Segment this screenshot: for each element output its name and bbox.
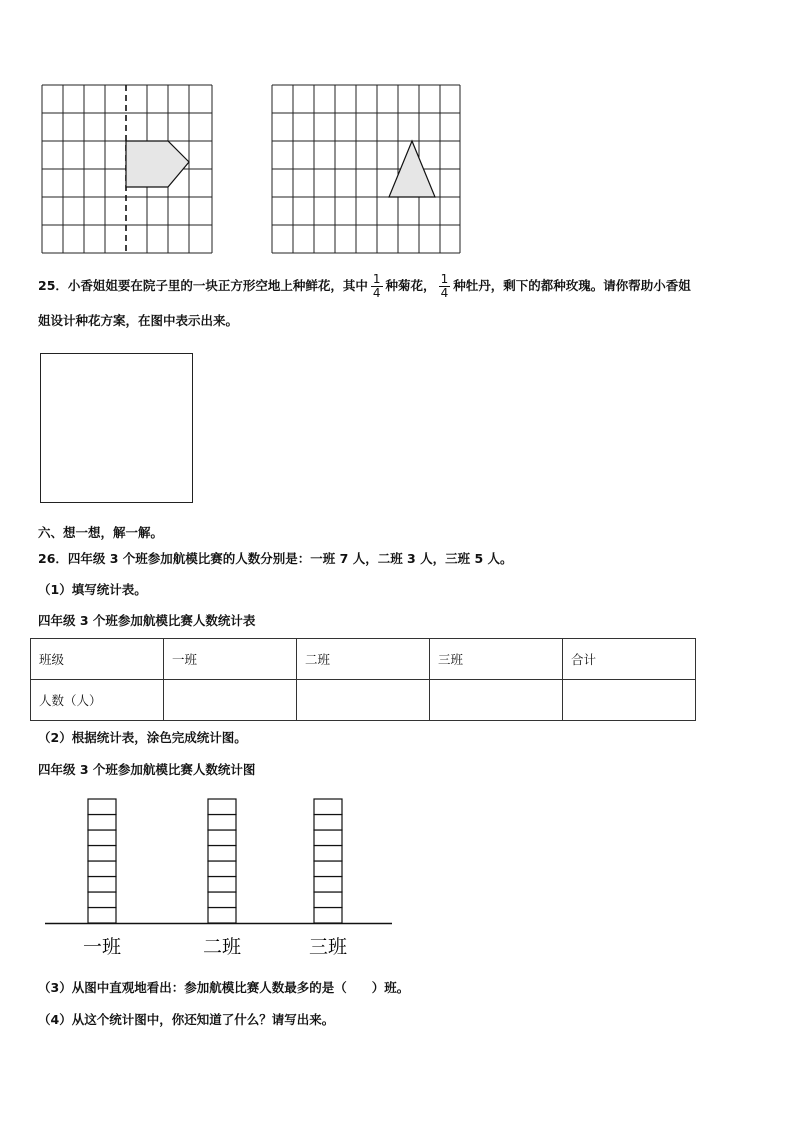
drawing-square[interactable] — [40, 353, 193, 503]
bar-cell[interactable] — [314, 892, 342, 908]
grid-figure-right — [270, 83, 464, 255]
table-cell: 一班 — [164, 639, 297, 680]
table-cell: 人数（人） — [31, 680, 164, 721]
table-cell: 二班 — [297, 639, 430, 680]
bar-cell[interactable] — [314, 815, 342, 831]
bar-cell[interactable] — [208, 877, 236, 893]
bar-cell[interactable] — [88, 908, 116, 924]
q26-sub2: （2）根据统计表，涂色完成统计图。 — [38, 730, 247, 745]
bar-cell[interactable] — [88, 830, 116, 846]
bar-cell[interactable] — [208, 892, 236, 908]
q26-sub3: （3）从图中直观地看出：参加航模比赛人数最多的是（ ）班。 — [38, 980, 410, 995]
pentagon-shape — [126, 141, 189, 187]
bar-column-3[interactable] — [314, 799, 342, 923]
bar-cell[interactable] — [88, 861, 116, 877]
bar-cell[interactable] — [208, 908, 236, 924]
bar-cell[interactable] — [314, 877, 342, 893]
answer-cell[interactable] — [430, 680, 563, 721]
q26-sub1: （1）填写统计表。 — [38, 582, 147, 597]
category-label: 三班 — [308, 936, 348, 958]
bar-cell[interactable] — [208, 815, 236, 831]
bar-cell[interactable] — [88, 877, 116, 893]
bar-cell[interactable] — [208, 830, 236, 846]
q26-sub4: （4）从这个统计图中，你还知道了什么？请写出来。 — [38, 1012, 335, 1027]
q25-text-before: 25．小香姐姐要在院子里的一块正方形空地上种鲜花，其中 — [38, 278, 368, 293]
bar-cell[interactable] — [208, 861, 236, 877]
q25-text-after: 种牡丹，剩下的都种玫瑰。请你帮助小香姐 — [453, 278, 691, 293]
q25-line1 — [38, 273, 691, 300]
bar-cell[interactable] — [314, 908, 342, 924]
bar-column-1[interactable] — [88, 799, 116, 923]
q25-line2: 姐设计种花方案，在图中表示出来。 — [38, 313, 239, 328]
answer-cell[interactable] — [164, 680, 297, 721]
bar-cell[interactable] — [314, 846, 342, 862]
bar-cell[interactable] — [208, 846, 236, 862]
bar-chart — [40, 795, 400, 965]
grid-figure-left — [40, 83, 215, 255]
statistics-table — [30, 638, 696, 721]
q25-text-mid: 种菊花， — [385, 278, 436, 293]
q26-stem: 26．四年级 3 个班参加航模比赛的人数分别是：一班 7 人，二班 3 人，三班 5 人。 — [38, 551, 513, 566]
table-cell: 合计 — [563, 639, 696, 680]
category-label: 二班 — [202, 936, 242, 958]
fraction-one-quarter-b: $\frac{1}{4}$ — [440, 272, 449, 300]
category-label: 一班 — [82, 936, 122, 958]
section-heading: 六、想一想，解一解。 — [38, 525, 164, 540]
bar-cell[interactable] — [314, 861, 342, 877]
answer-cell[interactable] — [297, 680, 430, 721]
bar-cell[interactable] — [88, 846, 116, 862]
chart-title: 四年级 3 个班参加航模比赛人数统计图 — [38, 762, 256, 777]
bar-cell[interactable] — [88, 815, 116, 831]
table-header-row — [31, 639, 696, 680]
bar-cell[interactable] — [208, 799, 236, 815]
table-cell: 三班 — [430, 639, 563, 680]
bar-column-2[interactable] — [208, 799, 236, 923]
bar-cell[interactable] — [88, 799, 116, 815]
table-cell: 班级 — [31, 639, 164, 680]
table-title: 四年级 3 个班参加航模比赛人数统计表 — [38, 613, 256, 628]
answer-cell[interactable] — [563, 680, 696, 721]
table-row — [31, 680, 696, 721]
fraction-one-quarter-a: $\frac{1}{4}$ — [372, 272, 381, 300]
bar-cell[interactable] — [314, 799, 342, 815]
bar-cell[interactable] — [314, 830, 342, 846]
bar-cell[interactable] — [88, 892, 116, 908]
